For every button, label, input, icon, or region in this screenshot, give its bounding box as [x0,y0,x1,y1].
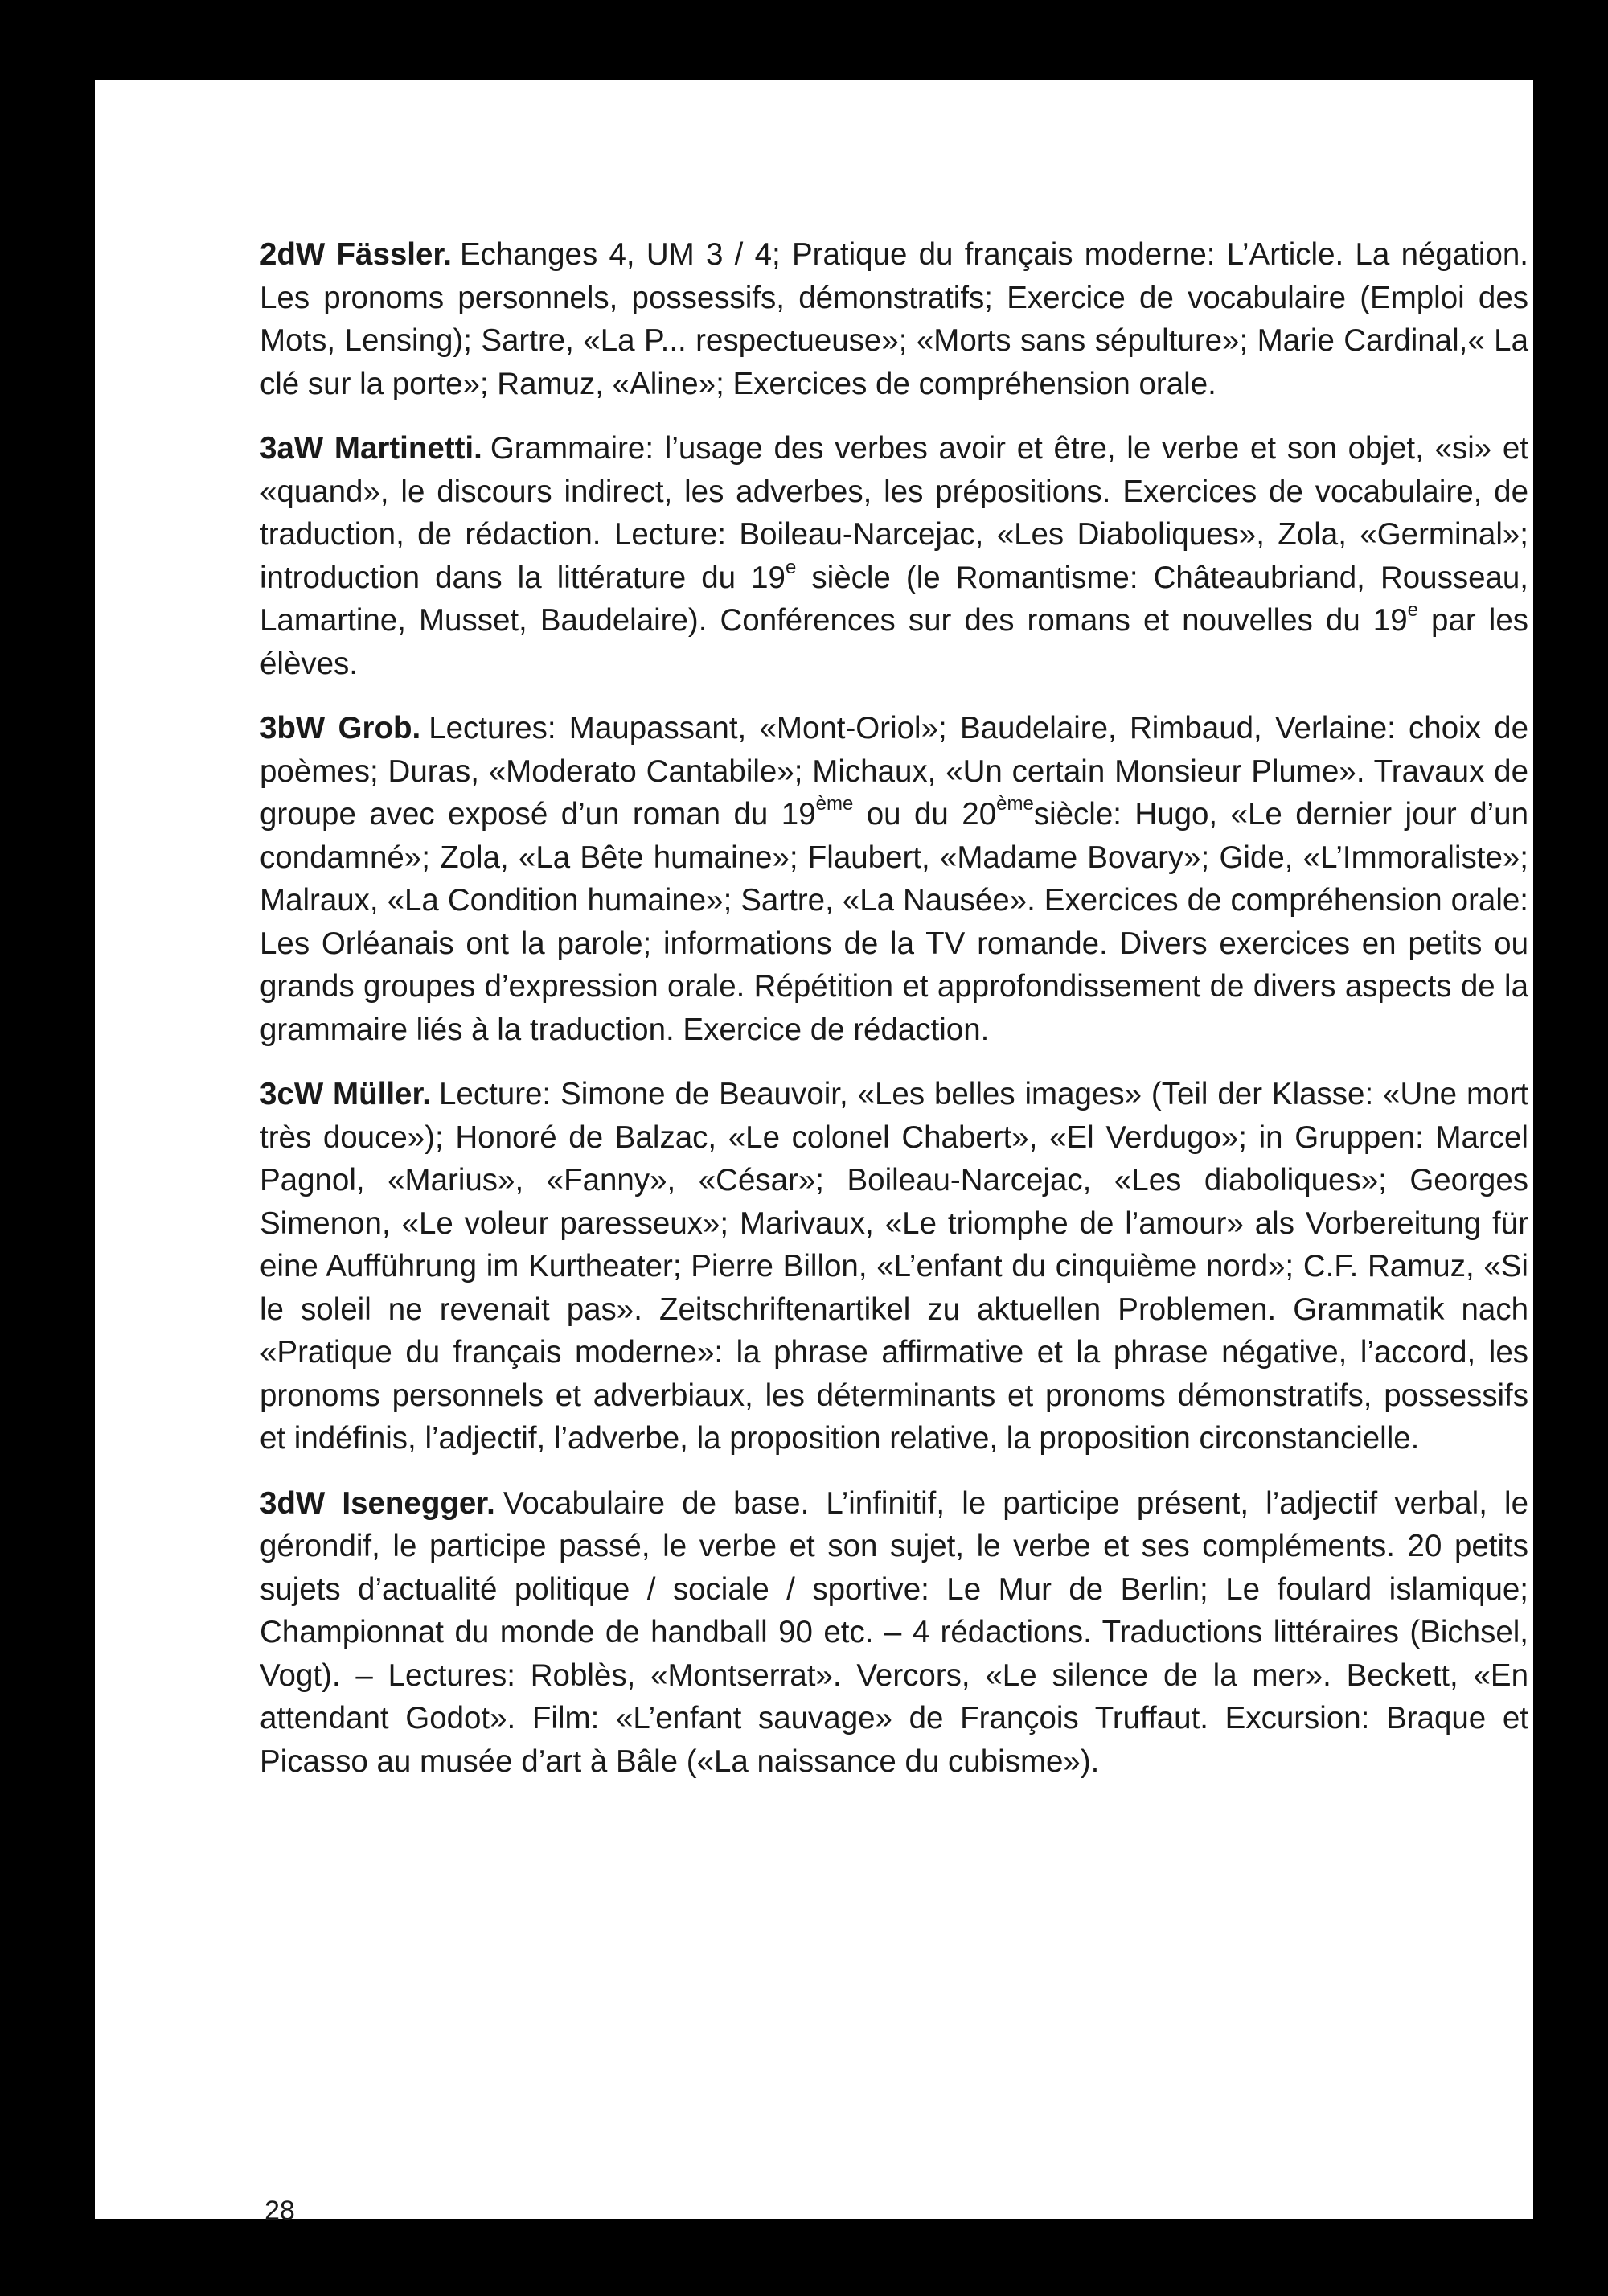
description-text: Lectures: Maupassant, «Mont-Oriol»; Baudelaire, Rimbaud, Verlaine: choix de poèmes; Duras, «Moderato Cantabile»; Michaux, «Un certain Monsieur Plume». Travaux de groupe avec exposé d’un roman du 19 [260,711,1529,832]
ordinal-superscript: e [1407,599,1418,621]
class-label: 3dW Isenegger. [260,1485,495,1521]
description-text: Vocabulaire de base. L’infinitif, le participe présent, l’adjectif verbal, le gérondif, le participe passé, le verbe et son sujet, le verbe et ses compléments. 20 petits sujets d’actualité politique / sociale / sportive: Le Mur de Berlin; Le foulard islamique; Championnat du monde de handball 90 etc. – 4 rédactions. Traductions littéraires (Bichsel, Vogt). – Lectures: Roblès, «Montserrat». Vercors, «Le silence de la mer». Beckett, «En attendant Godot». Film: «L’enfant sauvage» de François Truffaut. Excursion: Braque et Picasso au musée d’art à Bâle («La naissance du cubisme»). [260,1485,1528,1779]
class-entry [260,1073,1528,1460]
class-label: 2dW Fässler. [260,237,452,272]
class-description [260,711,1528,1047]
ordinal-superscript: e [785,556,797,578]
class-description [260,1077,1528,1456]
description-text: ou du 20 [853,797,997,832]
class-entry [260,1482,1528,1784]
class-entry [260,233,1528,405]
description-text: par les élèves. [260,603,1528,681]
class-label: 3aW Martinetti. [260,431,482,466]
description-text: Lecture: Simone de Beauvoir, «Les belles images» (Teil der Klasse: «Une mort très douce»); Honoré de Balzac, «Le colonel Chabert», «El Verdugo»; in Gruppen: Marcel Pagnol, «Marius», «Fanny», «César»; Boileau-Narcejac, «Les diaboliques»; Georges Simenon, «Le voleur paresseux»; Marivaux, «Le triomphe de l’amour» als Vorbereitung für eine Aufführung im Kurtheater; Pierre Billon, «L’enfant du cinquième nord»; C.F. Ramuz, «Si le soleil ne revenait pas». Zeitschriftenartikel zu aktuellen Problemen. Grammatik nach «Pratique du français moderne»: la phrase affirmative et la phrase négative, l’accord, les pronoms personnels et adverbiaux, les déterminants et pronoms démonstratifs, possessifs et indéfinis, l’adjectif, l’adverbe, la proposition relative, la proposition circonstancielle. [260,1077,1528,1456]
class-entry [260,427,1528,685]
class-description [260,1486,1528,1779]
ordinal-superscript: ème [996,793,1034,815]
page-content [260,233,1528,1805]
description-text: siècle: Hugo, «Le dernier jour d’un condamné»; Zola, «La Bête humaine»; Flaubert, «Madame Bovary»; Gide, «L’Immoraliste»; Malraux, «La Condition humaine»; Sartre, «La Nausée». Exercices de compréhension orale: Les Orléanais ont la parole; informations de la TV romande. Divers exercices en petits ou grands groupes d’expression orale. Répétition et approfondissement de divers aspects de la grammaire liés à la traduction. Exercice de rédaction. [260,797,1528,1047]
class-label: 3cW Müller. [260,1077,432,1111]
description-text: Echanges 4, UM 3 / 4; Pratique du français moderne: L’Article. La négation. Les pronoms personnels, possessifs, démonstratifs; Exercice de vocabulaire (Emploi des Mots, Lensing); Sartre, «La P... respectueuse»; «Morts sans sépulture»; Marie Cardinal,« La clé sur la porte»; Ramuz, «Aline»; Exercices de compréhension orale. [260,237,1528,401]
ordinal-superscript: ème [815,793,854,815]
page-number: 28 [265,2195,295,2226]
description-text: Grammaire: l’usage des verbes avoir et être, le verbe et son objet, «si» et «quand», le discours indirect, les adverbes, les prépositions. Exercices de vocabulaire, de traduction, de rédaction. Lecture: Boileau-Narcejac, «Les Diaboliques», Zola, «Germinal»; introduction dans la littérature du 19 [260,431,1528,595]
document-page [95,80,1533,2226]
class-description [260,431,1528,681]
class-label: 3bW Grob. [260,711,421,745]
class-entry [260,707,1528,1051]
description-text: siècle (le Romantisme: Châteaubriand, Rousseau, Lamartine, Musset, Baudelaire). Conférences sur des romans et nouvelles du 19 [260,560,1529,638]
